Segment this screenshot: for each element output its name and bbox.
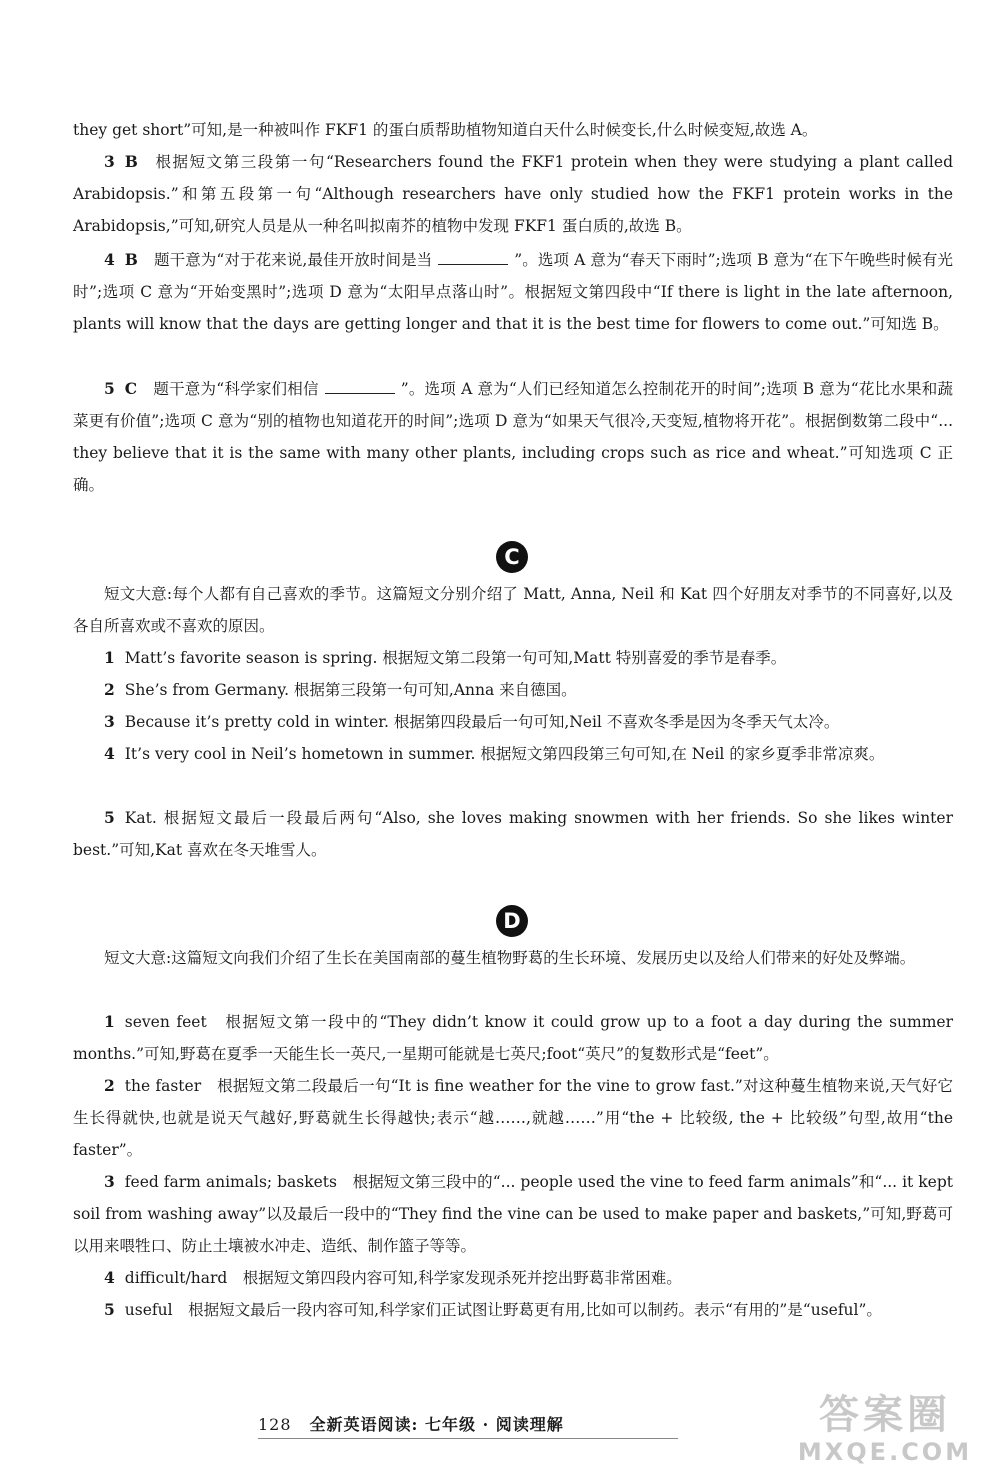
section-c-item-4: 4 It’s very cool in Neil’s hometown in summer. 根据短文第四段第三句可知,在 Neil 的家乡夏季非常凉爽。 — [104, 744, 885, 763]
section-d-summary: 短文大意:这篇短文向我们介绍了生长在美国南部的蔓生植物野葛的生长环境、发展历史以及给人们带来的好处及弊端。 — [104, 949, 916, 967]
section-c-summary: 短文大意:每个人都有自己喜欢的季节。这篇短文分别介绍了 Matt, Anna, Neil 和 Kat 四个好朋友对季节的不同喜好,以及各自所喜欢或不喜欢的原因。 — [73, 585, 953, 635]
section-c-item-5: 5 Kat. 根据短文最后一段最后两句“Also, she loves making snowmen with her friends. So she likes winter best.”可知,Kat 喜欢在冬天堆雪人。 — [73, 808, 953, 859]
section-b-q5: 5 C 题干意为“科学家们相信 ”。选项 A 意为“人们已经知道怎么控制花开的时间”;选项 B 意为“花比水果和蔬菜更有价值”;选项 C 意为“别的植物也知道花开的时间”;选项 D 意为“如果天气很冷,天变短,植物将开花”。根据倒数第二段中“... they believe that it is the same with many other plants, including crops such as rice and wheat.”可知选项 C 正确。 — [73, 379, 953, 494]
page-number: 128 — [258, 1415, 292, 1434]
page-footer — [258, 1412, 678, 1435]
section-c-item-3: 3 Because it’s pretty cold in winter. 根据第四段最后一句可知,Neil 不喜欢冬季是因为冬季天气太冷。 — [104, 712, 840, 731]
watermark-logo — [790, 1392, 980, 1474]
section-c-item-2: 2 She’s from Germany. 根据第三段第一句可知,Anna 来自德国。 — [104, 680, 577, 699]
book-title: 全新英语阅读: 七年级 · 阅读理解 — [309, 1415, 564, 1434]
watermark-bottom: MXQE.COM — [797, 1438, 973, 1466]
section-b-q3: 3 B 根据短文第三段第一句“Researchers found the FKF1 protein when they were studying a plant called Arabidopsis.”和第五段第一句“Although researchers have only studied how the FKF1 protein works in the Arabidopsis,”可知,研究人员是从一种名叫拟南芥的植物中发现 FKF1 蛋白质的,故选 B。 — [73, 152, 953, 235]
watermark-top: 答案圈 — [819, 1392, 951, 1438]
section-c-item-1: 1 Matt’s favorite season is spring. 根据短文第二段第一句可知,Matt 特别喜爱的季节是春季。 — [104, 648, 787, 667]
section-d-item-4: 4 difficult/hard 根据短文第四段内容可知,科学家发现杀死并挖出野葛非常困难。 — [104, 1268, 682, 1287]
section-d-badge: D — [496, 905, 528, 937]
answer-blank — [325, 378, 395, 395]
section-d-item-3: 3 feed farm animals; baskets 根据短文第三段中的“... people used the vine to feed farm animals”和“... it kept soil from washing away”以及最后一段中的“They find the vine can be used to make paper and baskets,”可知,野葛可以用来喂牲口、防止土壤被水冲走、造纸、制作篮子等等。 — [73, 1172, 953, 1255]
footer-divider — [258, 1438, 678, 1439]
section-d-item-5: 5 useful 根据短文最后一段内容可知,科学家们正试图让野葛更有用,比如可以制药。表示“有用的”是“useful”。 — [104, 1300, 882, 1319]
section-b-q4: 4 B 题干意为“对于花来说,最佳开放时间是当 ”。选项 A 意为“春天下雨时”;选项 B 意为“在下午晚些时候有光时”;选项 C 意为“开始变黑时”;选项 D 意为“太阳早点落山时”。根据短文第四段中“If there is light in the late afternoon, plants will know that the days are getting longer and that it is the best time for flowers to come out.”可知选 B。 — [73, 250, 953, 333]
answer-blank — [438, 249, 508, 266]
section-b-intro: they get short”可知,是一种被叫作 FKF1 的蛋白质帮助植物知道白天什么时候变长,什么时候变短,故选 A。 — [73, 121, 818, 139]
section-d-item-2: 2 the faster 根据短文第二段最后一句“It is fine weather for the vine to grow fast.”对这种蔓生植物来说,天气好它生长得就快,也就是说天气越好,野葛就生长得越快;表示“越……,就越……”用“the + 比较级, the + 比较级”句型,故用“the faster”。 — [73, 1076, 953, 1159]
section-d-item-1: 1 seven feet 根据短文第一段中的“They didn’t know it could grow up to a foot a day during the summer months.”可知,野葛在夏季一天能生长一英尺,一星期可能就是七英尺;foot“英尺”的复数形式是“feet”。 — [73, 1012, 953, 1063]
section-c-badge: C — [496, 541, 528, 573]
